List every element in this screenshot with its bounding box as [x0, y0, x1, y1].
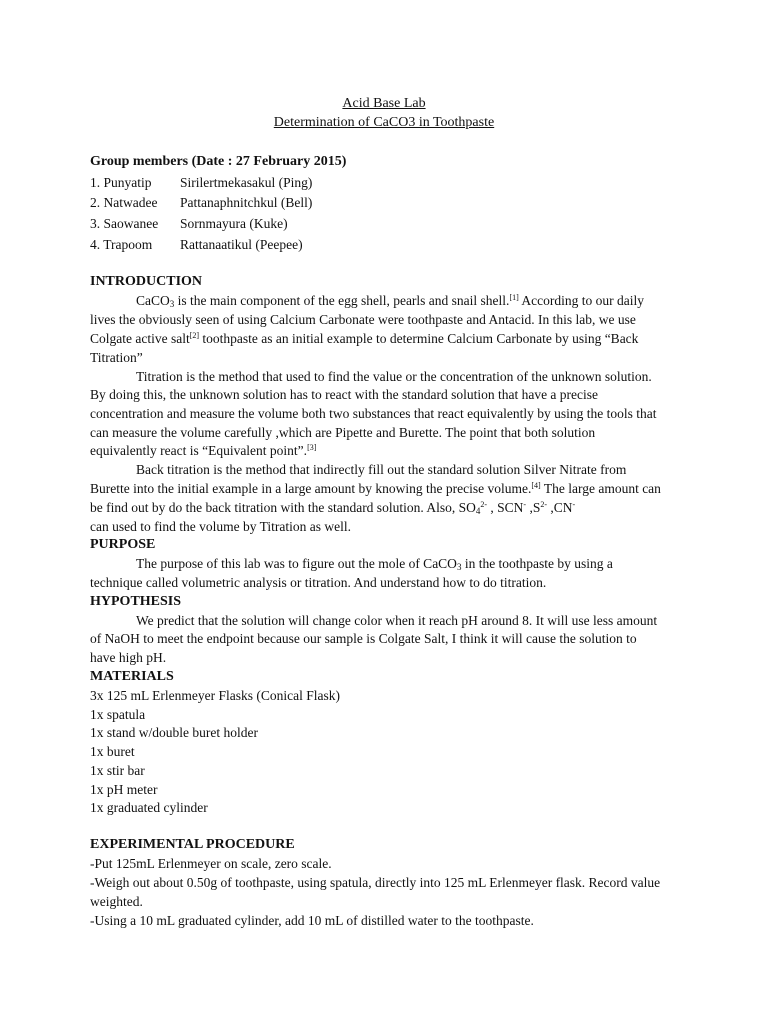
hypothesis-line-3: have high pH.	[90, 650, 167, 665]
intro-p3-line-2: Burette into the initial example in a large amount by knowing the precise volume.[4] The large amount can	[90, 481, 661, 496]
doc-subtitle: Determination of CaCO3 in Toothpaste	[273, 115, 495, 130]
intro-p1-line-2: lives the obviously seen of using Calcium Carbonate were toothpaste and Antacid. In this lab, we use	[90, 312, 636, 327]
intro-p3-line-3: be find out by do the back titration with the standard solution. Also, $SO_4^{2-}$ , SCN- $,S^{2-}$ ,CN-	[90, 500, 576, 516]
hypothesis-heading: HYPOTHESIS	[90, 594, 182, 609]
material-item: 3x 125 mL Erlenmeyer Flasks (Conical Flask)	[90, 688, 340, 703]
material-item: 1x stand w/double buret holder	[90, 725, 258, 740]
material-item: 1x buret	[90, 744, 135, 759]
procedure-step: -Using a 10 mL graduated cylinder, add 10 mL of distilled water to the toothpaste.	[90, 913, 534, 928]
material-item: 1x stir bar	[90, 763, 145, 778]
doc-title: Acid Base Lab	[342, 96, 426, 111]
intro-p2-line-3: concentration and measure the volume both two substances that react equivalently by using the tools that	[90, 406, 657, 421]
material-item: 1x pH meter	[90, 782, 158, 797]
procedure-step-continued: weighted.	[90, 894, 143, 909]
group-heading: Group members (Date : 27 February 2015)	[90, 154, 347, 169]
member-1-name: Sirilertmekasakul (Ping)	[180, 175, 313, 190]
material-item: 1x spatula	[90, 707, 146, 722]
intro-p1-line-3: Colgate active salt[2] toothpaste as an initial example to determine Calcium Carbonate by using “Back	[90, 331, 639, 346]
reference-marker: [2]	[189, 331, 200, 340]
intro-p2-line-2: By doing this, the unknown solution has to react with the standard solution that have a precise	[90, 387, 599, 402]
member-3-number: 3. Saowanee	[90, 216, 159, 231]
intro-p3-line-4: can used to find the volume by Titration as well.	[90, 519, 351, 534]
procedure-step: -Weigh out about 0.50g of toothpaste, using spatula, directly into 125 mL Erlenmeyer flask. Record value	[90, 875, 661, 890]
hypothesis-line-2: of NaOH to meet the endpoint because our sample is Colgate Salt, I think it will cause the solution to	[90, 631, 637, 646]
intro-p1-line-4: Titration”	[90, 350, 143, 365]
purpose-line-1: The purpose of this lab was to figure out the mole of CaCO$_3$ in the toothpaste by using a	[136, 556, 613, 572]
intro-p2-line-5: equivalently react is “Equivalent point”.[3]	[90, 443, 317, 458]
purpose-line-2: technique called volumetric analysis or titration. And understand how to do titration.	[90, 575, 547, 590]
reference-marker: [1]	[509, 293, 519, 302]
intro-p3-line-1: Back titration is the method that indirectly fill out the standard solution Silver Nitrate from	[136, 462, 627, 477]
intro-p2-line-4: can measure the volume carefully ,which are Pipette and Burette. The point that both solution	[90, 425, 596, 440]
reference-marker: [4]	[531, 481, 541, 490]
purpose-heading: PURPOSE	[90, 537, 156, 552]
member-3-name: Sornmayura (Kuke)	[180, 216, 288, 231]
materials-heading: MATERIALS	[90, 669, 174, 684]
member-1-number: 1. Punyatip	[90, 175, 152, 190]
procedure-step: -Put 125mL Erlenmeyer on scale, zero scale.	[90, 856, 332, 871]
introduction-heading: INTRODUCTION	[90, 274, 203, 289]
intro-p2-line-1: Titration is the method that used to find the value or the concentration of the unknown solution.	[136, 369, 652, 384]
procedure-heading: EXPERIMENTAL PROCEDURE	[90, 837, 295, 852]
member-4-name: Rattanaatikul (Peepee)	[180, 237, 303, 252]
intro-p1-line-1: CaCO$_3$ is the main component of the egg shell, pearls and snail shell.[1] According to our daily	[136, 293, 644, 309]
hypothesis-line-1: We predict that the solution will change color when it reach pH around 8. It will use less amount	[136, 613, 658, 628]
material-item: 1x graduated cylinder	[90, 800, 208, 815]
member-2-number: 2. Natwadee	[90, 195, 158, 210]
reference-marker: [3]	[307, 443, 317, 452]
member-4-number: 4. Trapoom	[90, 237, 153, 252]
member-2-name: Pattanaphnitchkul (Bell)	[180, 195, 313, 210]
